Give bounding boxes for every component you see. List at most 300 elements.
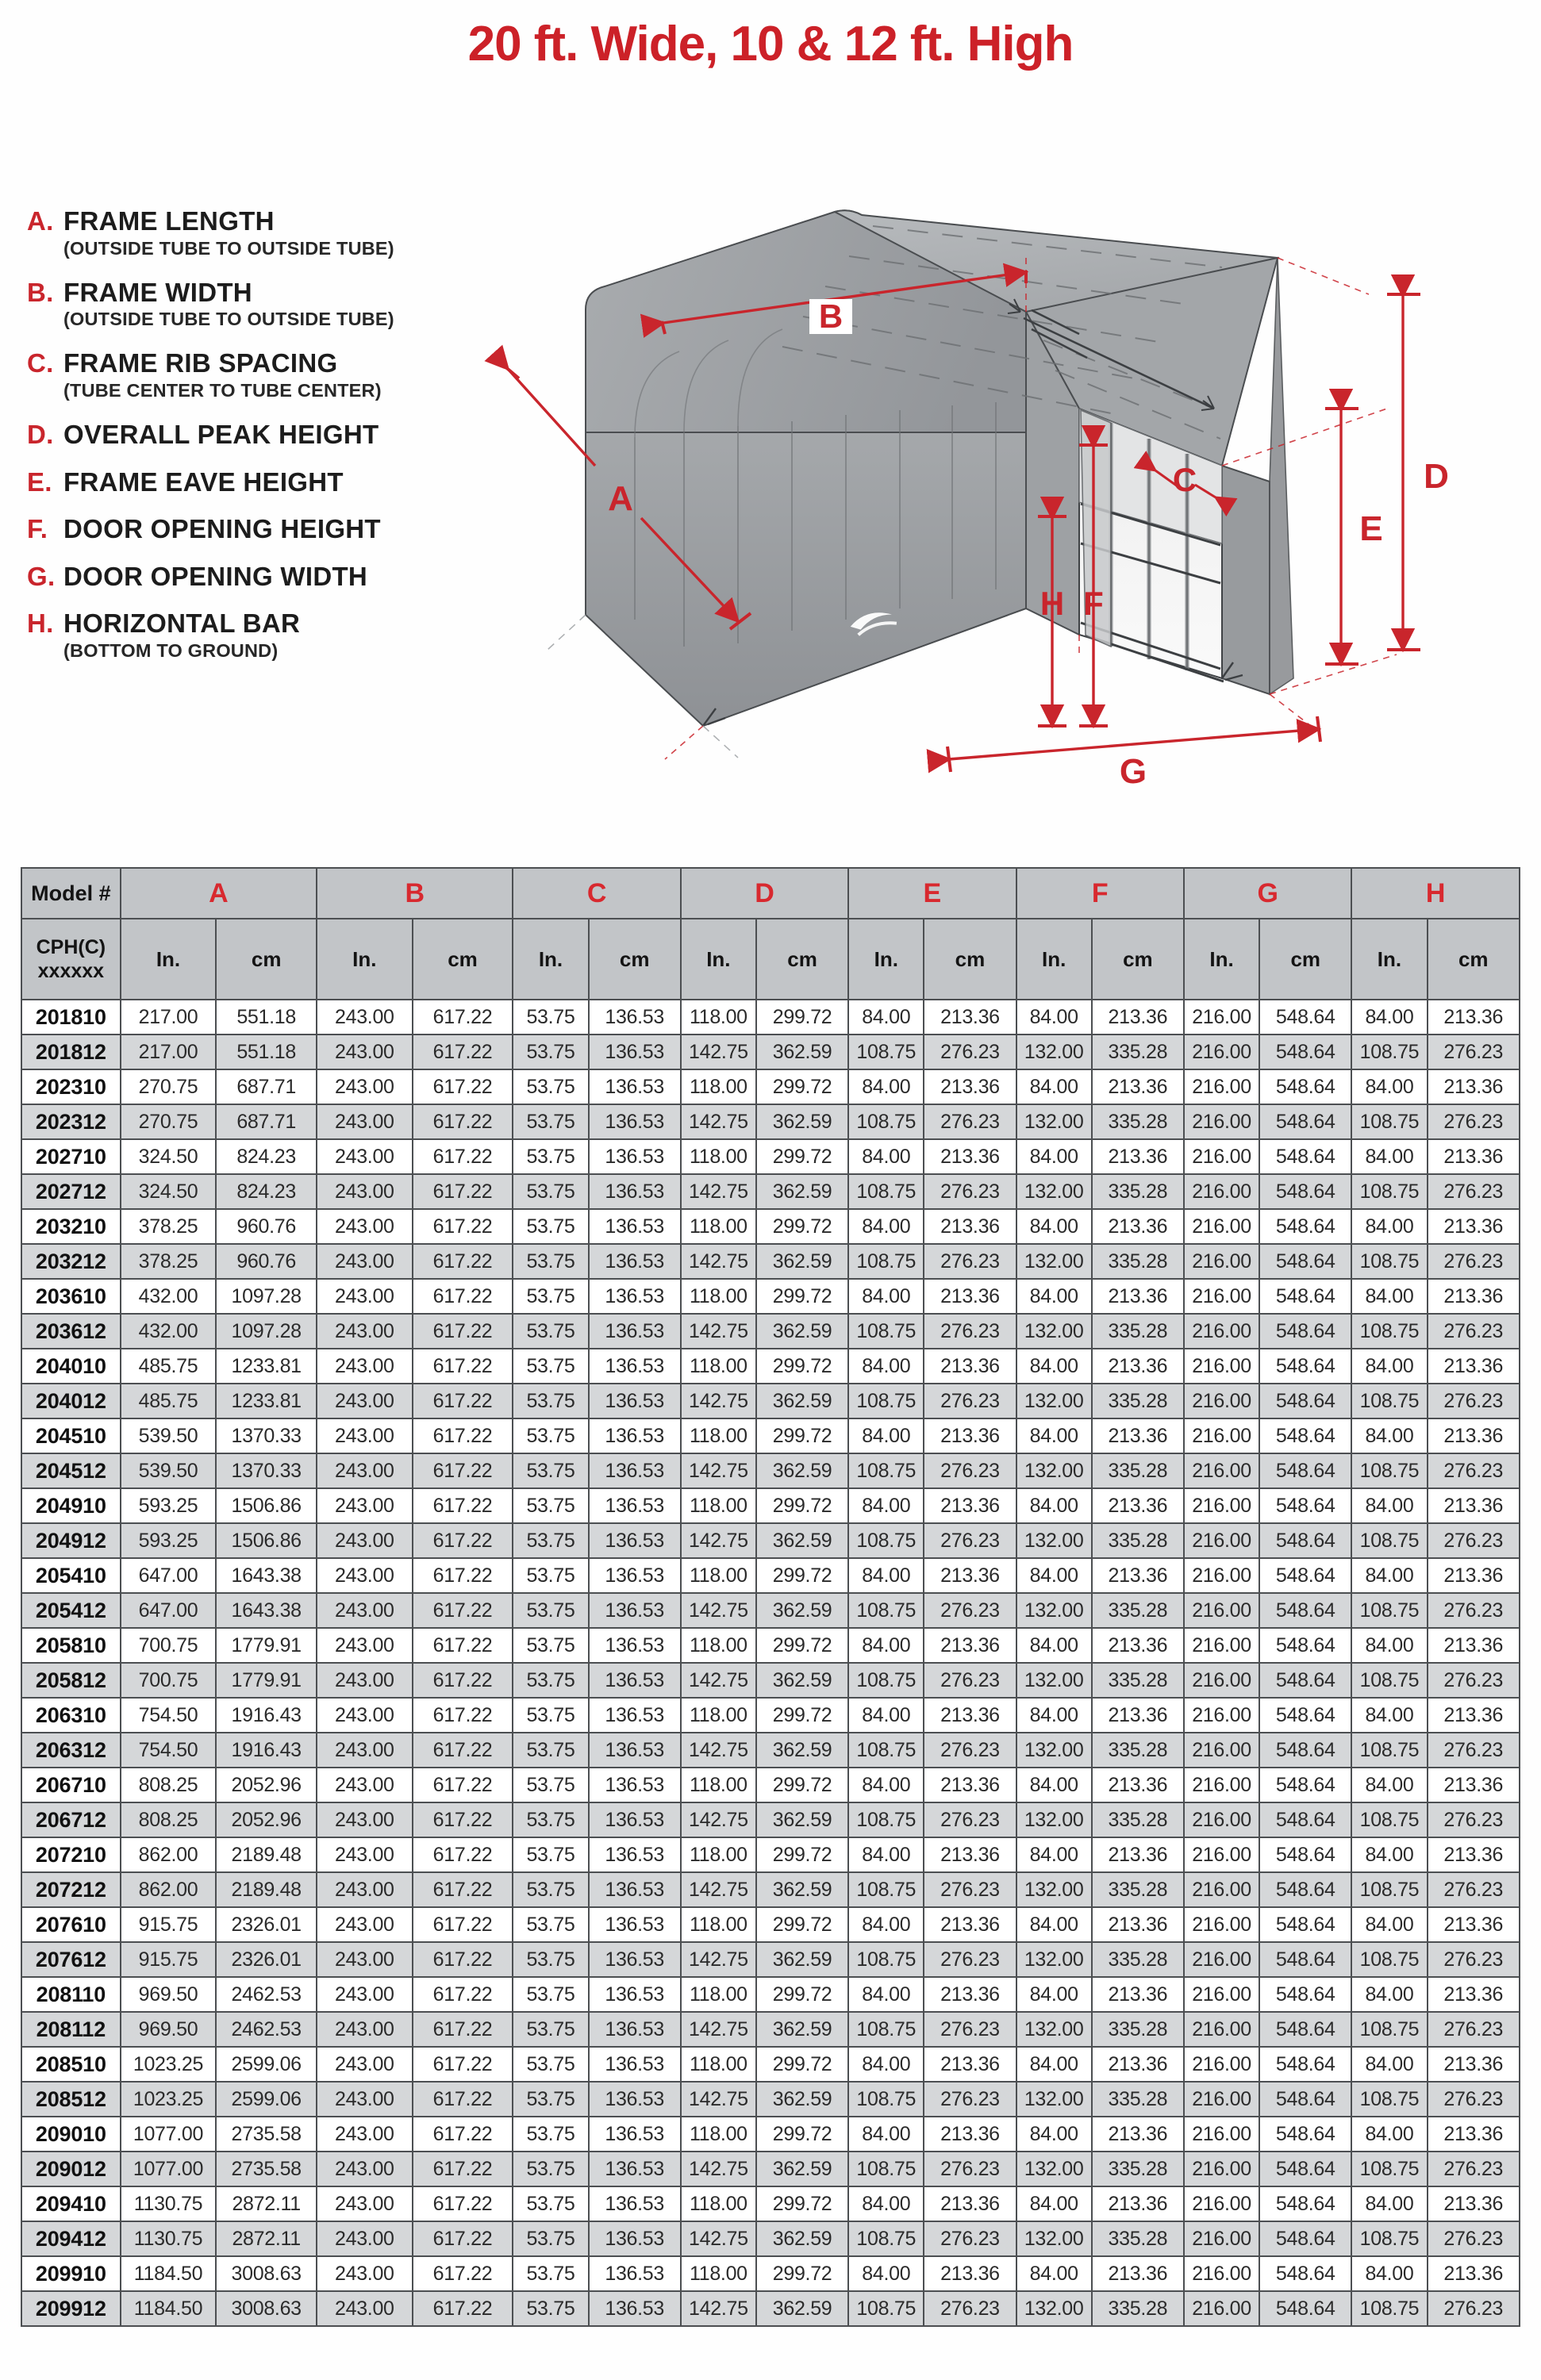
legend-label: FRAME RIB SPACING <box>63 348 338 378</box>
spec-value-cell: 243.00 <box>317 2082 413 2117</box>
spec-value-cell: 548.64 <box>1259 2152 1351 2186</box>
model-number-cell: 207612 <box>21 1942 121 1977</box>
table-row <box>21 2256 1520 2291</box>
spec-value-cell: 53.75 <box>513 1139 588 1174</box>
spec-value-cell: 276.23 <box>1428 1802 1520 1837</box>
spec-value-cell: 53.75 <box>513 1628 588 1663</box>
spec-value-cell: 969.50 <box>121 1977 217 2012</box>
spec-value-cell: 136.53 <box>589 1349 681 1384</box>
legend-letter: H. <box>27 608 54 639</box>
spec-value-cell: 299.72 <box>756 1837 848 1872</box>
spec-value-cell: 213.36 <box>1428 1628 1520 1663</box>
spec-value-cell: 53.75 <box>513 1663 588 1698</box>
spec-value-cell: 270.75 <box>121 1069 217 1104</box>
spec-value-cell: 136.53 <box>589 1104 681 1139</box>
spec-value-cell: 132.00 <box>1016 1104 1092 1139</box>
spec-value-cell: 84.00 <box>1351 1558 1427 1593</box>
spec-value-cell: 617.22 <box>413 1453 513 1488</box>
table-row <box>21 2186 1520 2221</box>
spec-value-cell: 213.36 <box>1428 1558 1520 1593</box>
spec-value-cell: 142.75 <box>681 2221 756 2256</box>
spec-value-cell: 213.36 <box>1092 2256 1184 2291</box>
spec-value-cell: 84.00 <box>1016 1069 1092 1104</box>
spec-value-cell: 84.00 <box>1351 1418 1427 1453</box>
spec-value-cell: 53.75 <box>513 2117 588 2152</box>
legend-label: FRAME EAVE HEIGHT <box>63 466 344 497</box>
model-subheader-line2: xxxxxx <box>37 960 105 982</box>
spec-value-cell: 1023.25 <box>121 2082 217 2117</box>
table-row <box>21 1488 1520 1523</box>
spec-value-cell: 84.00 <box>1016 1907 1092 1942</box>
spec-value-cell: 617.22 <box>413 1733 513 1768</box>
spec-value-cell: 84.00 <box>848 1418 924 1453</box>
spec-value-cell: 362.59 <box>756 1872 848 1907</box>
spec-value-cell: 136.53 <box>589 1942 681 1977</box>
spec-value-cell: 108.75 <box>848 1663 924 1698</box>
spec-value-cell: 362.59 <box>756 2082 848 2117</box>
spec-value-cell: 617.22 <box>413 1593 513 1628</box>
unit-header-b-cm: cm <box>413 919 513 1000</box>
spec-table-head <box>21 868 1520 1000</box>
spec-value-cell: 108.75 <box>1351 1523 1427 1558</box>
spec-value-cell: 1077.00 <box>121 2152 217 2186</box>
spec-value-cell: 132.00 <box>1016 1384 1092 1418</box>
spec-value-cell: 243.00 <box>317 1523 413 1558</box>
spec-value-cell: 84.00 <box>1016 1139 1092 1174</box>
spec-value-cell: 243.00 <box>317 2152 413 2186</box>
spec-value-cell: 136.53 <box>589 1384 681 1418</box>
model-number-cell: 208110 <box>21 1977 121 2012</box>
spec-value-cell: 118.00 <box>681 1279 756 1314</box>
dimension-legend <box>27 208 519 681</box>
spec-value-cell: 136.53 <box>589 1558 681 1593</box>
spec-value-cell: 216.00 <box>1184 1698 1259 1733</box>
spec-value-cell: 53.75 <box>513 1069 588 1104</box>
unit-header-row <box>21 919 1520 1000</box>
spec-value-cell: 213.36 <box>924 2186 1016 2221</box>
spec-value-cell: 84.00 <box>1351 1279 1427 1314</box>
spec-value-cell: 53.75 <box>513 1733 588 1768</box>
spec-value-cell: 617.22 <box>413 1698 513 1733</box>
legend-letter: F. <box>27 514 48 544</box>
spec-value-cell: 362.59 <box>756 2221 848 2256</box>
spec-value-cell: 108.75 <box>1351 2012 1427 2047</box>
spec-value-cell: 142.75 <box>681 2152 756 2186</box>
spec-value-cell: 362.59 <box>756 1035 848 1069</box>
diagram-label-G: G <box>1119 752 1147 791</box>
spec-value-cell: 136.53 <box>589 1802 681 1837</box>
spec-value-cell: 647.00 <box>121 1593 217 1628</box>
spec-value-cell: 136.53 <box>589 1209 681 1244</box>
spec-value-cell: 276.23 <box>1428 1523 1520 1558</box>
spec-value-cell: 243.00 <box>317 1104 413 1139</box>
legend-item-f <box>27 516 519 543</box>
table-row <box>21 1418 1520 1453</box>
spec-value-cell: 276.23 <box>924 1523 1016 1558</box>
model-column-header: Model # <box>21 868 121 919</box>
spec-value-cell: 132.00 <box>1016 2291 1092 2326</box>
spec-value-cell: 2599.06 <box>216 2047 317 2082</box>
spec-value-cell: 53.75 <box>513 1174 588 1209</box>
spec-value-cell: 213.36 <box>924 1907 1016 1942</box>
unit-header-d-in: In. <box>681 919 756 1000</box>
spec-value-cell: 324.50 <box>121 1139 217 1174</box>
spec-value-cell: 216.00 <box>1184 1069 1259 1104</box>
spec-value-cell: 1643.38 <box>216 1558 317 1593</box>
spec-value-cell: 276.23 <box>924 1802 1016 1837</box>
legend-main-row <box>27 350 519 378</box>
spec-value-cell: 84.00 <box>1016 1768 1092 1802</box>
legend-sublabel: (OUTSIDE TUBE TO OUTSIDE TUBE) <box>63 237 394 259</box>
spec-value-cell: 84.00 <box>848 1000 924 1035</box>
legend-sublabel: (OUTSIDE TUBE TO OUTSIDE TUBE) <box>63 309 394 330</box>
spec-value-cell: 1643.38 <box>216 1593 317 1628</box>
spec-value-cell: 53.75 <box>513 1768 588 1802</box>
table-row <box>21 1104 1520 1139</box>
diagram-label-A: A <box>608 479 633 518</box>
spec-value-cell: 136.53 <box>589 2256 681 2291</box>
dimension-E <box>1325 409 1358 664</box>
shelter-diagram <box>476 171 1531 805</box>
model-number-cell: 207212 <box>21 1872 121 1907</box>
spec-value-cell: 216.00 <box>1184 1244 1259 1279</box>
spec-value-cell: 213.36 <box>924 2117 1016 2152</box>
legend-main-row <box>27 516 519 543</box>
spec-value-cell: 132.00 <box>1016 1244 1092 1279</box>
spec-value-cell: 142.75 <box>681 1802 756 1837</box>
model-number-cell: 209012 <box>21 2152 121 2186</box>
spec-value-cell: 216.00 <box>1184 1558 1259 1593</box>
spec-value-cell: 276.23 <box>1428 2291 1520 2326</box>
spec-value-cell: 216.00 <box>1184 1488 1259 1523</box>
spec-value-cell: 617.22 <box>413 1035 513 1069</box>
spec-value-cell: 132.00 <box>1016 1872 1092 1907</box>
spec-value-cell: 213.36 <box>1428 1837 1520 1872</box>
spec-value-cell: 108.75 <box>848 1872 924 1907</box>
spec-value-cell: 593.25 <box>121 1488 217 1523</box>
spec-value-cell: 84.00 <box>848 1349 924 1384</box>
spec-value-cell: 213.36 <box>1428 1209 1520 1244</box>
spec-value-cell: 118.00 <box>681 1488 756 1523</box>
spec-value-cell: 142.75 <box>681 2082 756 2117</box>
spec-value-cell: 216.00 <box>1184 1104 1259 1139</box>
spec-value-cell: 53.75 <box>513 1035 588 1069</box>
spec-value-cell: 213.36 <box>924 1628 1016 1663</box>
table-row <box>21 2117 1520 2152</box>
spec-value-cell: 84.00 <box>1016 2117 1092 2152</box>
spec-value-cell: 136.53 <box>589 2012 681 2047</box>
spec-value-cell: 136.53 <box>589 1768 681 1802</box>
spec-value-cell: 485.75 <box>121 1384 217 1418</box>
spec-value-cell: 142.75 <box>681 1593 756 1628</box>
spec-value-cell: 299.72 <box>756 1977 848 2012</box>
spec-value-cell: 108.75 <box>1351 1453 1427 1488</box>
spec-value-cell: 617.22 <box>413 2186 513 2221</box>
spec-value-cell: 362.59 <box>756 1314 848 1349</box>
spec-value-cell: 84.00 <box>848 1488 924 1523</box>
table-row <box>21 1907 1520 1942</box>
spec-value-cell: 84.00 <box>848 1977 924 2012</box>
spec-value-cell: 243.00 <box>317 1139 413 1174</box>
table-row <box>21 1733 1520 1768</box>
table-row <box>21 1000 1520 1035</box>
spec-value-cell: 617.22 <box>413 1139 513 1174</box>
spec-value-cell: 243.00 <box>317 1174 413 1209</box>
spec-value-cell: 243.00 <box>317 1802 413 1837</box>
spec-value-cell: 299.72 <box>756 1907 848 1942</box>
spec-value-cell: 53.75 <box>513 1000 588 1035</box>
spec-value-cell: 617.22 <box>413 1314 513 1349</box>
legend-label: DOOR OPENING WIDTH <box>63 561 368 591</box>
spec-value-cell: 299.72 <box>756 2047 848 2082</box>
spec-value-cell: 53.75 <box>513 1523 588 1558</box>
spec-value-cell: 53.75 <box>513 2186 588 2221</box>
legend-item-e <box>27 466 519 497</box>
spec-value-cell: 213.36 <box>1092 2186 1184 2221</box>
spec-value-cell: 213.36 <box>924 1977 1016 2012</box>
spec-value-cell: 53.75 <box>513 2012 588 2047</box>
spec-value-cell: 53.75 <box>513 1802 588 1837</box>
spec-value-cell: 2326.01 <box>216 1907 317 1942</box>
model-number-cell: 208512 <box>21 2082 121 2117</box>
spec-value-cell: 132.00 <box>1016 1663 1092 1698</box>
spec-value-cell: 243.00 <box>317 2186 413 2221</box>
spec-value-cell: 548.64 <box>1259 1279 1351 1314</box>
spec-value-cell: 276.23 <box>1428 1314 1520 1349</box>
spec-value-cell: 548.64 <box>1259 1558 1351 1593</box>
spec-value-cell: 548.64 <box>1259 1837 1351 1872</box>
spec-value-cell: 548.64 <box>1259 1698 1351 1733</box>
spec-value-cell: 118.00 <box>681 1139 756 1174</box>
spec-value-cell: 617.22 <box>413 1663 513 1698</box>
spec-value-cell: 548.64 <box>1259 1035 1351 1069</box>
spec-value-cell: 276.23 <box>924 1174 1016 1209</box>
group-header-d: D <box>681 868 848 919</box>
spec-value-cell: 276.23 <box>1428 2082 1520 2117</box>
legend-main-row <box>27 466 519 497</box>
spec-value-cell: 1370.33 <box>216 1418 317 1453</box>
spec-value-cell: 335.28 <box>1092 1593 1184 1628</box>
spec-value-cell: 53.75 <box>513 1488 588 1523</box>
spec-value-cell: 216.00 <box>1184 1453 1259 1488</box>
table-row <box>21 1069 1520 1104</box>
model-number-cell: 205410 <box>21 1558 121 1593</box>
spec-value-cell: 617.22 <box>413 1488 513 1523</box>
spec-value-cell: 142.75 <box>681 1174 756 1209</box>
diagram-label-C: C <box>1172 461 1197 498</box>
spec-value-cell: 53.75 <box>513 1453 588 1488</box>
legend-label: HORIZONTAL BAR <box>63 608 301 639</box>
spec-value-cell: 136.53 <box>589 2117 681 2152</box>
table-row <box>21 1837 1520 1872</box>
table-row <box>21 2221 1520 2256</box>
spec-value-cell: 2735.58 <box>216 2117 317 2152</box>
spec-value-cell: 84.00 <box>1016 1279 1092 1314</box>
spec-value-cell: 548.64 <box>1259 2117 1351 2152</box>
spec-value-cell: 617.22 <box>413 2152 513 2186</box>
spec-value-cell: 378.25 <box>121 1209 217 1244</box>
spec-value-cell: 84.00 <box>848 1279 924 1314</box>
spec-value-cell: 108.75 <box>848 1035 924 1069</box>
spec-value-cell: 216.00 <box>1184 1000 1259 1035</box>
spec-value-cell: 53.75 <box>513 1314 588 1349</box>
model-number-cell: 202710 <box>21 1139 121 1174</box>
legend-main-row <box>27 421 519 449</box>
unit-header-h-cm: cm <box>1428 919 1520 1000</box>
spec-value-cell: 132.00 <box>1016 1035 1092 1069</box>
legend-label: FRAME LENGTH <box>63 206 275 236</box>
spec-value-cell: 108.75 <box>1351 1174 1427 1209</box>
spec-value-cell: 243.00 <box>317 1872 413 1907</box>
spec-value-cell: 84.00 <box>848 1837 924 1872</box>
spec-value-cell: 276.23 <box>924 2012 1016 2047</box>
spec-value-cell: 132.00 <box>1016 1523 1092 1558</box>
model-number-cell: 207210 <box>21 1837 121 1872</box>
model-number-cell: 201812 <box>21 1035 121 1069</box>
spec-value-cell: 548.64 <box>1259 1907 1351 1942</box>
spec-value-cell: 84.00 <box>848 1698 924 1733</box>
spec-value-cell: 362.59 <box>756 1453 848 1488</box>
spec-value-cell: 53.75 <box>513 2291 588 2326</box>
spec-value-cell: 136.53 <box>589 1314 681 1349</box>
spec-value-cell: 216.00 <box>1184 1209 1259 1244</box>
model-number-cell: 204512 <box>21 1453 121 1488</box>
spec-value-cell: 1097.28 <box>216 1279 317 1314</box>
model-number-cell: 204910 <box>21 1488 121 1523</box>
spec-value-cell: 824.23 <box>216 1139 317 1174</box>
spec-value-cell: 53.75 <box>513 1244 588 1279</box>
spec-value-cell: 108.75 <box>1351 1314 1427 1349</box>
spec-value-cell: 299.72 <box>756 1209 848 1244</box>
model-number-cell: 202712 <box>21 1174 121 1209</box>
table-row <box>21 1035 1520 1069</box>
spec-value-cell: 118.00 <box>681 2256 756 2291</box>
table-row <box>21 1453 1520 1488</box>
spec-value-cell: 108.75 <box>1351 1244 1427 1279</box>
unit-header-f-cm: cm <box>1092 919 1184 1000</box>
spec-value-cell: 335.28 <box>1092 1035 1184 1069</box>
spec-value-cell: 276.23 <box>1428 1593 1520 1628</box>
spec-value-cell: 276.23 <box>1428 1384 1520 1418</box>
spec-value-cell: 213.36 <box>924 1000 1016 1035</box>
spec-value-cell: 299.72 <box>756 1069 848 1104</box>
table-row <box>21 1349 1520 1384</box>
spec-value-cell: 362.59 <box>756 1663 848 1698</box>
spec-value-cell: 108.75 <box>848 2152 924 2186</box>
spec-value-cell: 84.00 <box>1016 1558 1092 1593</box>
spec-value-cell: 2599.06 <box>216 2082 317 2117</box>
spec-value-cell: 276.23 <box>1428 2221 1520 2256</box>
spec-value-cell: 243.00 <box>317 1000 413 1035</box>
spec-value-cell: 213.36 <box>924 1418 1016 1453</box>
spec-value-cell: 276.23 <box>924 2152 1016 2186</box>
spec-value-cell: 539.50 <box>121 1453 217 1488</box>
spec-value-cell: 960.76 <box>216 1209 317 1244</box>
spec-value-cell: 108.75 <box>1351 1872 1427 1907</box>
spec-value-cell: 276.23 <box>1428 1872 1520 1907</box>
spec-value-cell: 216.00 <box>1184 1035 1259 1069</box>
table-row <box>21 1768 1520 1802</box>
spec-value-cell: 299.72 <box>756 2256 848 2291</box>
unit-header-h-in: In. <box>1351 919 1427 1000</box>
spec-value-cell: 617.22 <box>413 2047 513 2082</box>
spec-value-cell: 132.00 <box>1016 1314 1092 1349</box>
spec-value-cell: 118.00 <box>681 2117 756 2152</box>
spec-value-cell: 216.00 <box>1184 1384 1259 1418</box>
legend-item-d <box>27 421 519 449</box>
spec-value-cell: 108.75 <box>848 1453 924 1488</box>
group-header-c: C <box>513 868 680 919</box>
spec-value-cell: 142.75 <box>681 2012 756 2047</box>
spec-value-cell: 1506.86 <box>216 1488 317 1523</box>
spec-value-cell: 2189.48 <box>216 1872 317 1907</box>
spec-value-cell: 617.22 <box>413 1000 513 1035</box>
spec-value-cell: 213.36 <box>1428 1488 1520 1523</box>
spec-value-cell: 243.00 <box>317 2047 413 2082</box>
table-row <box>21 1244 1520 1279</box>
spec-value-cell: 548.64 <box>1259 1000 1351 1035</box>
spec-value-cell: 136.53 <box>589 1000 681 1035</box>
spec-value-cell: 548.64 <box>1259 2221 1351 2256</box>
spec-value-cell: 136.53 <box>589 1628 681 1663</box>
spec-value-cell: 132.00 <box>1016 1453 1092 1488</box>
table-row <box>21 1209 1520 1244</box>
spec-value-cell: 217.00 <box>121 1000 217 1035</box>
spec-value-cell: 108.75 <box>848 2082 924 2117</box>
spec-value-cell: 216.00 <box>1184 2291 1259 2326</box>
spec-value-cell: 213.36 <box>1428 1349 1520 1384</box>
spec-value-cell: 617.22 <box>413 1104 513 1139</box>
spec-value-cell: 299.72 <box>756 1418 848 1453</box>
model-number-cell: 209910 <box>21 2256 121 2291</box>
spec-value-cell: 548.64 <box>1259 1244 1351 1279</box>
spec-value-cell: 216.00 <box>1184 2082 1259 2117</box>
spec-value-cell: 142.75 <box>681 1872 756 1907</box>
spec-value-cell: 335.28 <box>1092 1453 1184 1488</box>
spec-value-cell: 84.00 <box>1016 1977 1092 2012</box>
spec-value-cell: 53.75 <box>513 2221 588 2256</box>
spec-value-cell: 335.28 <box>1092 2221 1184 2256</box>
spec-value-cell: 108.75 <box>848 1593 924 1628</box>
spec-value-cell: 1023.25 <box>121 2047 217 2082</box>
spec-value-cell: 2462.53 <box>216 1977 317 2012</box>
spec-value-cell: 108.75 <box>1351 1802 1427 1837</box>
spec-value-cell: 84.00 <box>1351 1977 1427 2012</box>
spec-value-cell: 617.22 <box>413 1349 513 1384</box>
spec-value-cell: 53.75 <box>513 1558 588 1593</box>
spec-value-cell: 53.75 <box>513 1837 588 1872</box>
spec-value-cell: 53.75 <box>513 1279 588 1314</box>
spec-value-cell: 362.59 <box>756 2291 848 2326</box>
spec-value-cell: 142.75 <box>681 1035 756 1069</box>
spec-value-cell: 362.59 <box>756 1174 848 1209</box>
spec-value-cell: 213.36 <box>1092 1558 1184 1593</box>
spec-value-cell: 243.00 <box>317 1035 413 1069</box>
spec-value-cell: 276.23 <box>924 1872 1016 1907</box>
spec-value-cell: 299.72 <box>756 1279 848 1314</box>
dimension-D <box>1387 294 1420 650</box>
model-number-cell: 204010 <box>21 1349 121 1384</box>
spec-value-cell: 617.22 <box>413 1523 513 1558</box>
spec-value-cell: 216.00 <box>1184 1279 1259 1314</box>
spec-value-cell: 136.53 <box>589 1733 681 1768</box>
spec-value-cell: 617.22 <box>413 1942 513 1977</box>
unit-header-a-in: In. <box>121 919 217 1000</box>
spec-value-cell: 617.22 <box>413 1628 513 1663</box>
model-number-cell: 205412 <box>21 1593 121 1628</box>
spec-value-cell: 108.75 <box>848 1104 924 1139</box>
spec-value-cell: 216.00 <box>1184 2047 1259 2082</box>
